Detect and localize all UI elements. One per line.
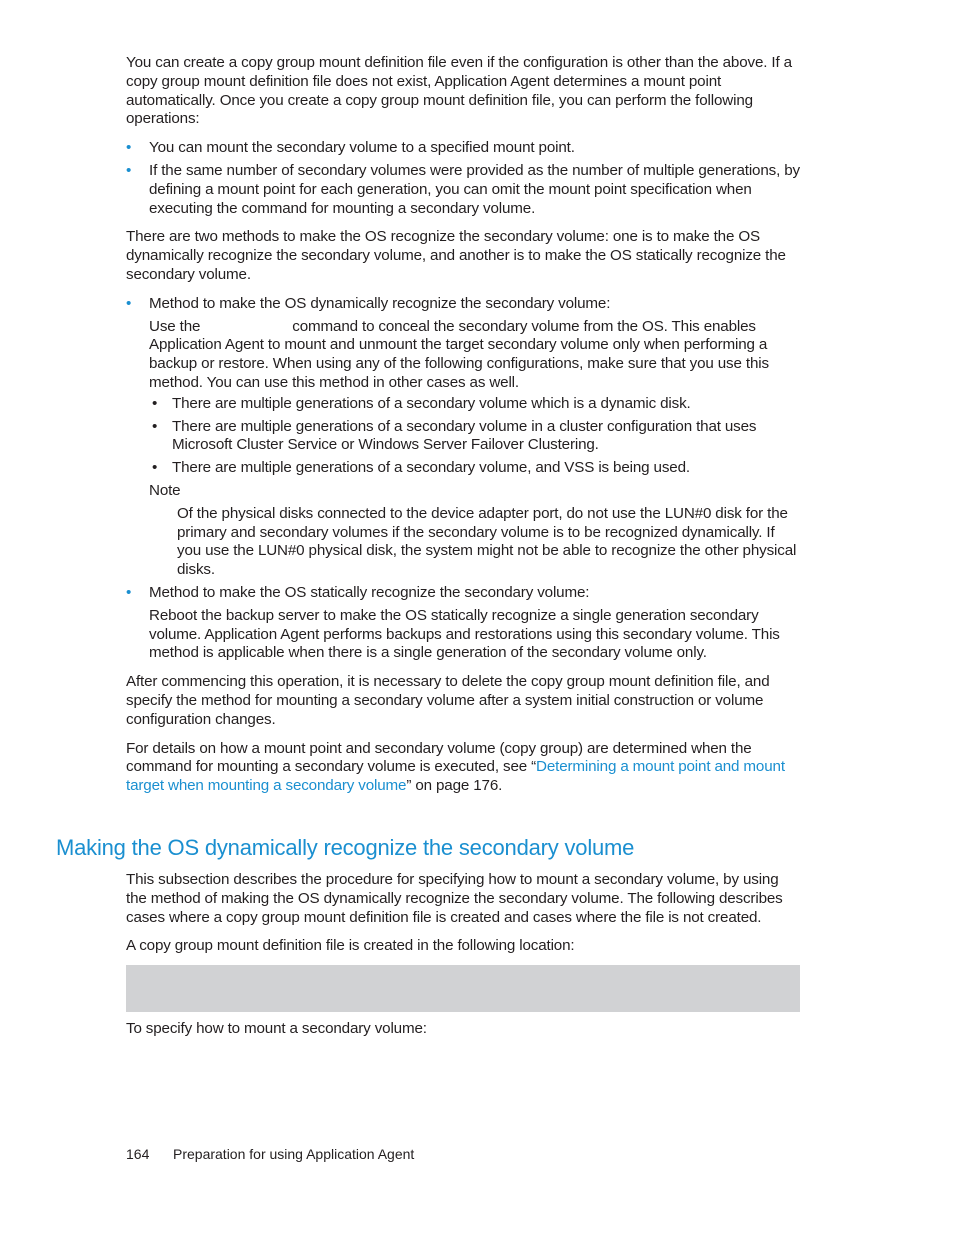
section-heading: Making the OS dynamically recognize the secondary volume [56,835,635,860]
page-number: 164 [126,1146,150,1162]
after-paragraph: After commencing this operation, it is necessary to delete the copy group mount definition file, and specify the method for mounting a secondary volume after a system initial construction or volume configuration changes. [126,673,770,728]
section-intro-paragraph: This subsection describes the procedure for specifying how to mount a secondary volume, by using the method of making the OS dynamically recognize the secondary volume. The following describes cases where a copy group mount definition file is created and cases where the file is not created. [126,871,783,926]
list-item: • There are multiple generations of a secondary volume which is a dynamic disk. [149,395,802,414]
chapter-title: Preparation for using Application Agent [173,1146,415,1162]
dynamic-config-list [149,395,802,478]
list-item: • You can mount the secondary volume to a specified mount point. [126,139,802,158]
code-block [126,965,800,1012]
procedure-intro: To specify how to mount a secondary volume: [126,1020,427,1037]
description-lead: Use the [149,317,201,335]
details-tail: ” on page 176. [406,777,503,795]
details-lead: For details on how a mount point and secondary volume (copy group) are determined when the command for mounting a secondary volume is executed, see “ [126,739,752,776]
description-rest: command to conceal the secondary volume from the OS. This enables Application Agent to mount and unmount the target secondary volume only when performing a backup or restore. When using any of the following configurations, make sure that you use this method. You can use this method in other cases as well. [149,317,769,391]
list-item: • If the same number of secondary volumes were provided as the number of multiple generations, by defining a mount point for each generation, you can omit the mount point specification when executing the command for mounting a secondary volume. [126,162,802,218]
method-static-title: • Method to make the OS statically recognize the secondary volume: [149,583,590,601]
list-item: • There are multiple generations of a secondary volume in a cluster configuration that uses Microsoft Cluster Service or Windows Server Failover Clustering. [149,418,802,456]
methods-paragraph: There are two methods to make the OS recognize the secondary volume: one is to make the OS dynamically recognize the secondary volume, and another is to make the OS statically recognize the secondary volume. [126,228,786,283]
methods-list [126,295,802,663]
method-static-description: Reboot the backup server to make the OS statically recognize a single generation secondary volume. Application Agent performs backups and restorations using this secondary volume. This method is applicable when there is a single generation of the secondary volume only. [149,606,780,662]
method-dynamic-description [149,318,802,393]
operations-list [126,139,802,218]
details-paragraph [126,740,802,796]
method-static-item [126,584,802,663]
section-body [126,871,802,966]
cross-reference-link[interactable]: Determining a mount point and mount target when mounting a secondary volume [126,758,785,795]
method-dynamic-title: • Method to make the OS dynamically recognize the secondary volume: [149,294,611,312]
note-text: Of the physical disks connected to the device adapter port, do not use the LUN#0 disk for the primary and secondary volumes if the secondary volume is to be recognized dynamically. If you use the LUN#0 physical disk, the system might not be able to recognize the other physical disks. [177,504,797,579]
intro-paragraph: You can create a copy group mount definition file even if the configuration is other than the above. If a copy group mount definition file does not exist, Application Agent determines a mount point automatically. Once you create a copy group mount definition file, you can perform the following operations: [126,54,792,128]
page-footer [126,1145,414,1163]
body-column [126,54,802,806]
method-dynamic-item [126,295,802,580]
file-location-paragraph: A copy group mount definition file is created in the following location: [126,937,575,955]
note-label: Note [149,481,181,499]
list-item: • There are multiple generations of a secondary volume, and VSS is being used. [149,459,802,478]
